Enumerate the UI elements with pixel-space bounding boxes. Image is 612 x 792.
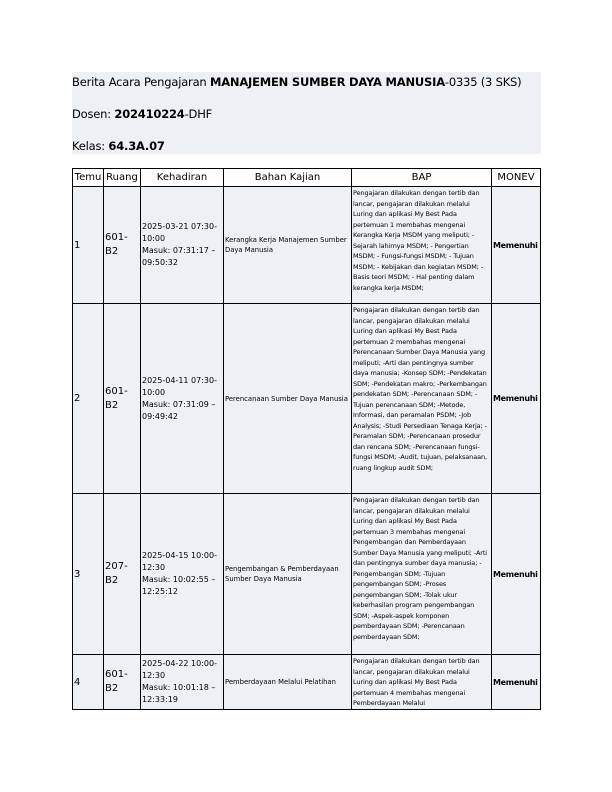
monev-cell: Memenuhi — [492, 494, 541, 655]
ruang-cell: 207-B2 — [104, 494, 141, 655]
temu-cell: 2 — [73, 304, 104, 494]
bahan-kajian-cell: Perencanaan Sumber Daya Manusia — [224, 304, 352, 494]
bap-cell — [352, 494, 492, 655]
temu-cell: 1 — [73, 187, 104, 304]
dosen-id: 202410224 — [114, 107, 185, 121]
bap-table — [72, 168, 541, 710]
monev-cell: Memenuhi — [492, 304, 541, 494]
bahan-kajian-cell: Pemberdayaan Melalui Pelatihan — [224, 655, 352, 710]
ruang-cell: 601-B2 — [104, 304, 141, 494]
course-name: MANAJEMEN SUMBER DAYA MANUSIA — [209, 75, 445, 89]
bap-text: Pengajaran dilakukan dengan tertib dan lancar, pengajaran dilakukan melalui Luring dan aplikasi My Best Pada pertemuan 2 membahas mengenai Perencanaan Sumber Daya Manusia yang meliputi; -Arti dan pentingnya sumber daya manusia; -Konsep SDM; -Pendekatan SDM; -Pendekatan makro; -Perkembangan pendekatan SDM; -Perencanaan SDM; -Tujuan perencanaan SDM; -Metode, Informasi, dan peramalan PSDM; -Job Analysis; -Studi Persediaan Tenaga Kerja; -Peramalan SDM; -Perencanaan prosedur dan rencana SDM; -Perencanaan fungsi-fungsi MSDM; -Audit, tujuan, pelaksanaan, ruang lingkup audit SDM; — [353, 306, 487, 472]
masuk-text: Masuk: 10:02:55 – 12:25:12 — [142, 575, 216, 596]
col-header-bahan-kajian: Bahan Kajian — [224, 169, 352, 187]
col-header-monev: MONEV — [492, 169, 541, 187]
col-header-ruang: Ruang — [104, 169, 141, 187]
bap-cell — [352, 187, 492, 304]
dosen-label: Dosen: — [72, 107, 115, 121]
ruang-cell: 601-B2 — [104, 187, 141, 304]
jadwal-text: 2025-04-15 10:00-12:30 — [142, 551, 217, 572]
temu-cell: 4 — [73, 655, 104, 710]
monev-cell: Memenuhi — [492, 187, 541, 304]
title-line — [72, 75, 521, 89]
kelas-label: Kelas: — [72, 139, 109, 153]
kehadiran-cell — [141, 304, 224, 494]
title-prefix: Berita Acara Pengajaran — [72, 75, 210, 89]
masuk-text: Masuk: 07:31:09 – 09:49:42 — [142, 399, 216, 421]
document-header — [72, 72, 541, 154]
bap-cell — [352, 655, 492, 710]
table-row — [73, 494, 541, 655]
monev-cell: Memenuhi — [492, 655, 541, 710]
col-header-temu: Temu — [73, 169, 104, 187]
bap-text: Pengajaran dilakukan dengan tertib dan lancar, pengajaran dilakukan melalui Luring dan aplikasi My Best Pada pertemuan 1 membahas mengenai Kerangka Kerja MSDM yang meliputi; - Sejarah lahirnya MSDM; - Pengertian MSDM; - Fungsi-fungsi MSDM; - Tujuan MSDM; - Kebijakan dan kegiatan MSDM; - Basis teori MSDM; - Hal penting dalam kerangka kerja MSDM; — [353, 189, 484, 292]
dosen-suffix: -DHF — [184, 107, 213, 121]
table-row — [73, 304, 541, 494]
kelas-value: 64.3A.07 — [108, 139, 165, 153]
dosen-line — [72, 107, 212, 121]
bap-cell — [352, 304, 492, 494]
col-header-kehadiran: Kehadiran — [141, 169, 224, 187]
table-row — [73, 187, 541, 304]
jadwal-text: 2025-03-21 07:30-10:00 — [142, 222, 217, 243]
table-row — [73, 655, 541, 710]
masuk-text: Masuk: 10:01:18 – 12:33:19 — [142, 683, 216, 704]
col-header-bap: BAP — [352, 169, 492, 187]
table-header-row — [73, 169, 541, 187]
masuk-text: Masuk: 07:31:17 – 09:50:32 — [142, 246, 216, 267]
kehadiran-cell — [141, 655, 224, 710]
kehadiran-cell — [141, 187, 224, 304]
course-suffix: -0335 (3 SKS) — [444, 75, 522, 89]
kehadiran-cell — [141, 494, 224, 655]
bap-text: Pengajaran dilakukan dengan tertib dan lancar, pengajaran dilakukan melalui Luring dan aplikasi My Best Pada pertemuan 3 membahas mengenai Pengembangan dan Pemberdayaan Sumber Daya Manusia yang meliputi; -Arti dan pentingnya sumber daya manusia; -Pengembangan SDM; -Tujuan pengembangan SDM; -Proses pengembangan SDM; -Tolak ukur keberhasilan program pengembangan SDM; -Aspek-aspek komponen pemberdayaan SDM; -Perencanaan pemberdayaan SDM; — [353, 496, 488, 641]
jadwal-text: 2025-04-11 07:30-10:00 — [142, 375, 217, 397]
jadwal-text: 2025-04-22 10:00-12:30 — [142, 659, 217, 680]
ruang-cell: 601-B2 — [104, 655, 141, 710]
temu-cell: 3 — [73, 494, 104, 655]
bahan-kajian-cell: Pengembangan & Pemberdayaan Sumber Daya Manusia — [224, 494, 352, 655]
kelas-line — [72, 139, 165, 153]
bap-text: Pengajaran dilakukan dengan tertib dan lancar, pengajaran dilakukan melalui Luring dan aplikasi My Best Pada pertemuan 4 membahas mengenai Pemberdayaan Melalui — [353, 657, 480, 707]
bahan-kajian-cell: Kerangka Kerja Manajemen Sumber Daya Manusia — [224, 187, 352, 304]
